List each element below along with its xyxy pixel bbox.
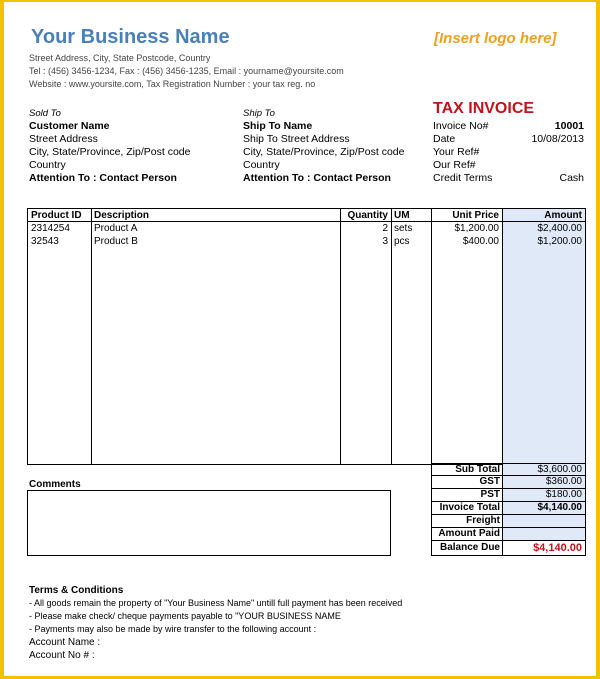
row-1-unit-price: $1,200.00 [454,223,499,234]
header-amount: Amount [544,210,582,221]
invoice-total-value: $4,140.00 [503,502,585,514]
freight-row: Freight [431,515,586,528]
header-product-id: Product ID [31,210,82,221]
logo-placeholder: [Insert logo here] [434,30,557,47]
balance-due-value: $4,140.00 [503,541,585,555]
row-1-product-id: 2314254 [31,223,70,234]
row-1-um: sets [394,223,413,234]
ship-to-country: Country [243,159,280,171]
row-2-amount: $1,200.00 [537,236,582,247]
ship-to-label: Ship To [243,108,275,119]
header-um: UM [394,210,410,221]
business-name: Your Business Name [31,26,230,48]
invoice-number-row: Invoice No# 10001 [433,120,584,132]
header-quantity: Quantity [347,210,388,221]
comments-box [27,490,391,556]
terms-block [29,584,402,662]
ship-to-attention: Attention To : Contact Person [243,172,391,184]
balance-due-row: Balance Due $4,140.00 [431,541,586,556]
row-2-quantity: 3 [382,236,388,247]
amount-paid-value [503,528,585,540]
pst-row: PST $180.00 [431,489,586,502]
gst-value: $360.00 [503,476,585,488]
subtotal-value: $3,600.00 [503,464,585,475]
subtotal-row: Sub Total $3,600.00 [431,463,586,476]
row-1-description: Product A [94,223,138,234]
business-address: Street Address, City, State Postcode, Country [29,53,211,63]
invoice-page [4,2,596,676]
ship-to-block [243,120,404,185]
credit-terms: Cash [559,172,584,184]
invoice-total-row: Invoice Total $4,140.00 [431,502,586,515]
business-web: Website : www.yoursite.com, Tax Registration Number : your tax reg. no [29,79,316,89]
invoice-date-row: Date 10/08/2013 [433,133,584,145]
header-unit-price: Unit Price [452,210,499,221]
sold-to-country: Country [29,159,66,171]
business-contact: Tel : (456) 3456-1234, Fax : (456) 3456-1235, Email : yourname@yoursite.com [29,66,344,76]
pst-value: $180.00 [503,489,585,501]
comments-label: Comments [29,479,81,490]
row-2-description: Product B [94,236,138,247]
amount-paid-row: Amount Paid [431,528,586,541]
credit-terms-row: Credit Terms Cash [433,172,584,184]
ship-to-name: Ship To Name [243,120,313,132]
totals-table [431,463,586,556]
sold-to-attention: Attention To : Contact Person [29,172,177,184]
row-2-product-id: 32543 [31,236,59,247]
row-2-um: pcs [394,236,410,247]
invoice-title: TAX INVOICE [433,100,535,117]
gst-row: GST $360.00 [431,476,586,489]
account-no: Account No # : [29,650,95,661]
sold-to-label: Sold To [29,108,61,119]
row-2-unit-price: $400.00 [462,236,499,247]
sold-to-street: Street Address [29,133,98,145]
ship-to-city: City, State/Province, Zip/Post code [243,146,405,158]
terms-heading: Terms & Conditions [29,585,124,596]
invoice-date: 10/08/2013 [531,133,584,145]
terms-line-3: - Payments may also be made by wire transfer to the following account : [29,624,317,634]
your-ref-row: Your Ref# [433,146,480,158]
invoice-number: 10001 [554,120,584,132]
row-1-amount: $2,400.00 [537,223,582,234]
our-ref-row: Our Ref# [433,159,476,171]
sold-to-city: City, State/Province, Zip/Post code [29,146,191,158]
terms-line-1: - All goods remain the property of "Your Business Name" untill full payment has been received [29,598,403,608]
header-description: Description [94,210,150,221]
sold-to-block [29,120,190,185]
ship-to-street: Ship To Street Address [243,133,350,145]
invoice-meta [433,120,584,185]
freight-value [503,515,585,527]
sold-to-name: Customer Name [29,120,110,132]
account-name: Account Name : [29,637,101,648]
terms-line-2: - Please make check/ cheque payments payable to "YOUR BUSINESS NAME [29,611,341,621]
row-1-quantity: 2 [382,223,388,234]
items-table [27,208,586,465]
